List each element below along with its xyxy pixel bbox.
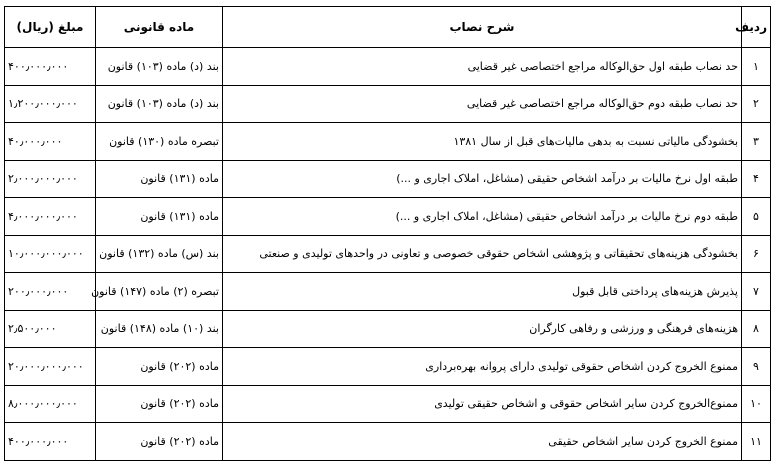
- table-row: [5, 160, 771, 198]
- row-amount: ۴۰٫۰۰۰٫۰۰۰: [5, 123, 96, 161]
- header-amount: مبلغ (ریال): [5, 7, 96, 48]
- row-legal-article: ماده (۲۰۲) قانون: [96, 348, 223, 386]
- table-body: [5, 48, 771, 461]
- row-number: ۱۰: [742, 385, 771, 423]
- row-number: ۹: [742, 348, 771, 386]
- row-description: ممنوع الخروج کردن اشخاص حقوقی تولیدی دارای پروانه بهره‌برداری: [223, 348, 742, 386]
- row-legal-article: ماده (۱۳۱) قانون: [96, 198, 223, 236]
- row-description: هزینه‌های فرهنگی و ورزشی و رفاهی کارگران: [223, 310, 742, 348]
- row-number: ۵: [742, 198, 771, 236]
- row-legal-article: ماده (۲۰۲) قانون: [96, 385, 223, 423]
- row-number: ۱: [742, 48, 771, 86]
- table-header: [5, 7, 771, 48]
- row-description: بخشودگی هزینه‌های تحقیقاتی و پژوهشی اشخاص حقوقی خصوصی و تعاونی در واحدهای تولیدی و صنعتی: [223, 235, 742, 273]
- row-legal-article: بند (د) ماده (۱۰۳) قانون: [96, 85, 223, 123]
- row-number: ۳: [742, 123, 771, 161]
- table-row: [5, 273, 771, 311]
- row-amount: ۱٫۲۰۰٫۰۰۰٫۰۰۰: [5, 85, 96, 123]
- table-row: [5, 235, 771, 273]
- table-row: [5, 310, 771, 348]
- table-row: [5, 348, 771, 386]
- row-amount: ۲۰۰٫۰۰۰٫۰۰۰: [5, 273, 96, 311]
- row-legal-article: تبصره ماده (۱۳۰) قانون: [96, 123, 223, 161]
- header-row: [5, 7, 771, 48]
- row-amount: ۲۰٫۰۰۰٫۰۰۰٫۰۰۰: [5, 348, 96, 386]
- header-description: شرح نصاب: [223, 7, 742, 48]
- row-number: ۷: [742, 273, 771, 311]
- row-legal-article: ماده (۲۰۲) قانون: [96, 423, 223, 461]
- tax-threshold-table-container: [4, 6, 767, 461]
- row-description: حد نصاب طبقه اول حق‌الوکاله مراجع اختصاصی غیر قضایی: [223, 48, 742, 86]
- row-number: ۶: [742, 235, 771, 273]
- row-description: پذیرش هزینه‌های پرداختی قابل قبول: [223, 273, 742, 311]
- row-amount: ۸٫۰۰۰٫۰۰۰٫۰۰۰: [5, 385, 96, 423]
- table-row: [5, 385, 771, 423]
- table-row: [5, 85, 771, 123]
- tax-threshold-table: [4, 6, 771, 461]
- row-number: ۱۱: [742, 423, 771, 461]
- row-amount: ۴۰۰٫۰۰۰٫۰۰۰: [5, 423, 96, 461]
- header-row-number: ردیف: [742, 7, 771, 48]
- row-legal-article: بند (س) ماده (۱۳۲) قانون: [96, 235, 223, 273]
- row-amount: ۲٫۰۰۰٫۰۰۰٫۰۰۰: [5, 160, 96, 198]
- row-number: ۸: [742, 310, 771, 348]
- row-description: حد نصاب طبقه دوم حق‌الوکاله مراجع اختصاصی غیر قضایی: [223, 85, 742, 123]
- row-description: بخشودگی مالیاتی نسبت به بدهی مالیات‌های قبل از سال ۱۳۸۱: [223, 123, 742, 161]
- row-legal-article: بند (د) ماده (۱۰۳) قانون: [96, 48, 223, 86]
- table-row: [5, 198, 771, 236]
- table-row: [5, 48, 771, 86]
- row-description: ممنوع‌الخروج کردن سایر اشخاص حقوقی و اشخاص حقیقی تولیدی: [223, 385, 742, 423]
- row-number: ۴: [742, 160, 771, 198]
- row-description: طبقه اول نرخ مالیات بر درآمد اشخاص حقیقی (مشاغل، املاک اجاری و ...): [223, 160, 742, 198]
- row-description: ممنوع الخروج کردن سایر اشخاص حقیقی: [223, 423, 742, 461]
- row-legal-article: تبصره (۲) ماده (۱۴۷) قانون: [96, 273, 223, 311]
- row-description: طبقه دوم نرخ مالیات بر درآمد اشخاص حقیقی (مشاغل، املاک اجاری و ...): [223, 198, 742, 236]
- table-row: [5, 423, 771, 461]
- row-amount: ۲٫۵۰۰٫۰۰۰: [5, 310, 96, 348]
- row-amount: ۴۰۰٫۰۰۰٫۰۰۰: [5, 48, 96, 86]
- header-legal-article: ماده قانونی: [96, 7, 223, 48]
- row-number: ۲: [742, 85, 771, 123]
- row-legal-article: بند (۱۰) ماده (۱۴۸) قانون: [96, 310, 223, 348]
- table-row: [5, 123, 771, 161]
- row-legal-article: ماده (۱۳۱) قانون: [96, 160, 223, 198]
- row-amount: ۱۰٫۰۰۰٫۰۰۰٫۰۰۰: [5, 235, 96, 273]
- row-amount: ۴٫۰۰۰٫۰۰۰٫۰۰۰: [5, 198, 96, 236]
